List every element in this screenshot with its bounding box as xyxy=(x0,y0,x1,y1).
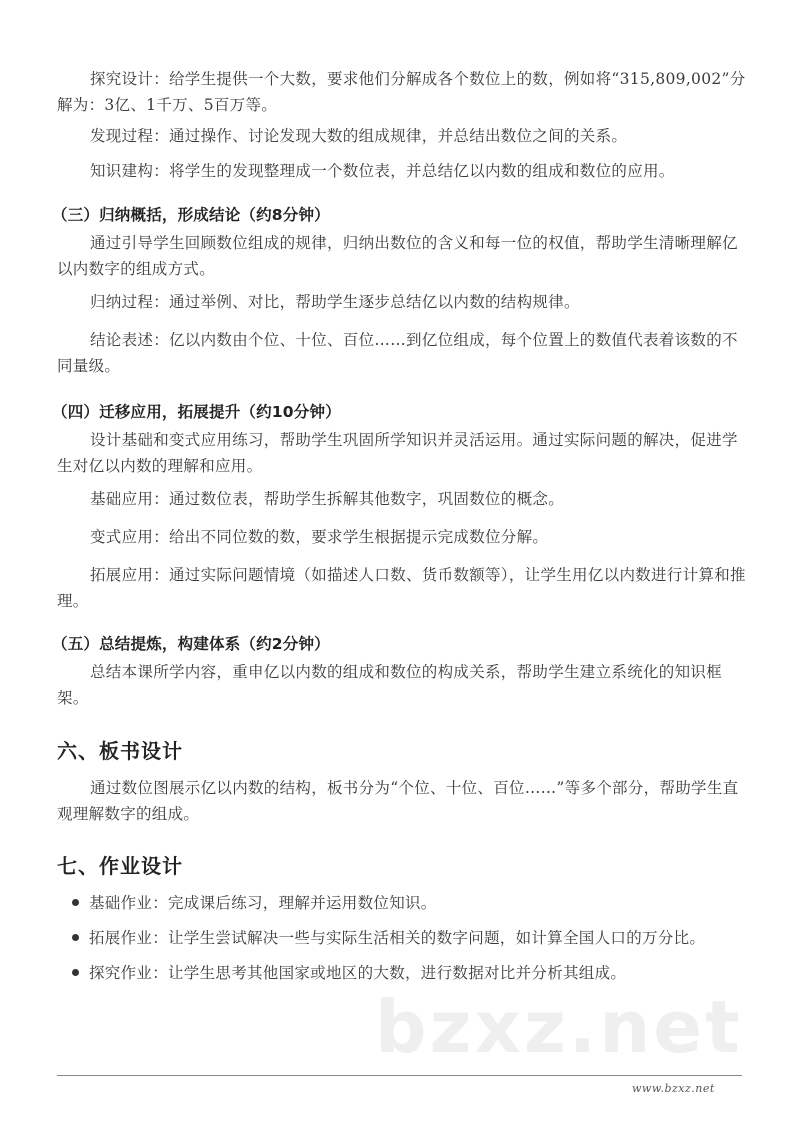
paragraph-text: 探究设计：给学生提供一个大数，要求他们分解成各个数位上的数，例如将“315,809,002”分解为：3亿、1千万、5百万等。 xyxy=(57,70,746,114)
bullet-icon xyxy=(72,934,79,941)
bullet-icon xyxy=(72,899,79,906)
paragraph-extended-application xyxy=(57,562,747,614)
paragraph-discovery-process xyxy=(57,123,747,149)
paragraph-basic-application xyxy=(57,486,747,512)
bullet-icon xyxy=(72,969,79,976)
paragraph-text: 发现过程：通过操作、讨论发现大数的组成规律，并总结出数位之间的关系。 xyxy=(90,127,628,145)
list-item-text: 拓展作业：让学生尝试解决一些与实际生活相关的数字问题，如计算全国人口的万分比。 xyxy=(89,929,706,947)
chapter-heading-7: 七、作业设计 xyxy=(57,854,183,878)
paragraph-knowledge-construction xyxy=(57,158,747,184)
list-item-extended-homework xyxy=(72,925,762,951)
paragraph-text: 基础应用：通过数位表，帮助学生拆解其他数字，巩固数位的概念。 xyxy=(90,490,565,508)
list-item-text: 基础作业：完成课后练习，理解并运用数位知识。 xyxy=(89,894,437,912)
paragraph-text: 通过引导学生回顾数位组成的规律，归纳出数位的含义和每一位的权值，帮助学生清晰理解亿以内数字的组成方式。 xyxy=(57,234,738,278)
paragraph-text: 设计基础和变式应用练习，帮助学生巩固所学知识并灵活运用。通过实际问题的解决，促进学生对亿以内数的理解和应用。 xyxy=(57,431,738,475)
section-heading-5: （五）总结提炼，构建体系（约2分钟） xyxy=(52,635,330,653)
footer-divider xyxy=(57,1075,742,1076)
watermark: bzxz.net xyxy=(375,985,743,1069)
paragraph-summary xyxy=(57,659,747,711)
paragraph-text: 通过数位图展示亿以内数的结构，板书分为“个位、十位、百位……”等多个部分，帮助学生直观理解数字的组成。 xyxy=(57,779,739,823)
section-heading-3: （三）归纳概括，形成结论（约8分钟） xyxy=(52,206,330,224)
footer-url: www.bzxz.net xyxy=(632,1082,715,1095)
list-item-inquiry-homework xyxy=(72,960,762,986)
paragraph-text: 总结本课所学内容，重申亿以内数的组成和数位的构成关系，帮助学生建立系统化的知识框架。 xyxy=(57,663,723,707)
chapter-heading-6: 六、板书设计 xyxy=(57,739,183,763)
paragraph-variant-application xyxy=(57,524,747,550)
paragraph-inquiry-design xyxy=(57,66,747,118)
paragraph-text: 知识建构：将学生的发现整理成一个数位表，并总结亿以内数的组成和数位的应用。 xyxy=(90,162,675,180)
paragraph-text: 拓展应用：通过实际问题情境（如描述人口数、货币数额等），让学生用亿以内数进行计算和推理。 xyxy=(57,566,746,610)
list-item-text: 探究作业：让学生思考其他国家或地区的大数，进行数据对比并分析其组成。 xyxy=(89,964,627,982)
paragraph-section3-intro xyxy=(57,230,747,282)
section-heading-4: （四）迁移应用，拓展提升（约10分钟） xyxy=(52,403,341,421)
list-item-basic-homework xyxy=(72,890,762,916)
paragraph-blackboard-design xyxy=(57,775,747,827)
paragraph-section4-intro xyxy=(57,427,747,479)
paragraph-conclusion-statement xyxy=(57,327,747,379)
paragraph-text: 归纳过程：通过举例、对比，帮助学生逐步总结亿以内数的结构规律。 xyxy=(90,293,580,311)
paragraph-text: 变式应用：给出不同位数的数，要求学生根据提示完成数位分解。 xyxy=(90,528,549,546)
paragraph-text: 结论表述：亿以内数由个位、十位、百位……到亿位组成，每个位置上的数值代表着该数的不同量级。 xyxy=(57,331,738,375)
paragraph-induction-process xyxy=(57,289,747,315)
